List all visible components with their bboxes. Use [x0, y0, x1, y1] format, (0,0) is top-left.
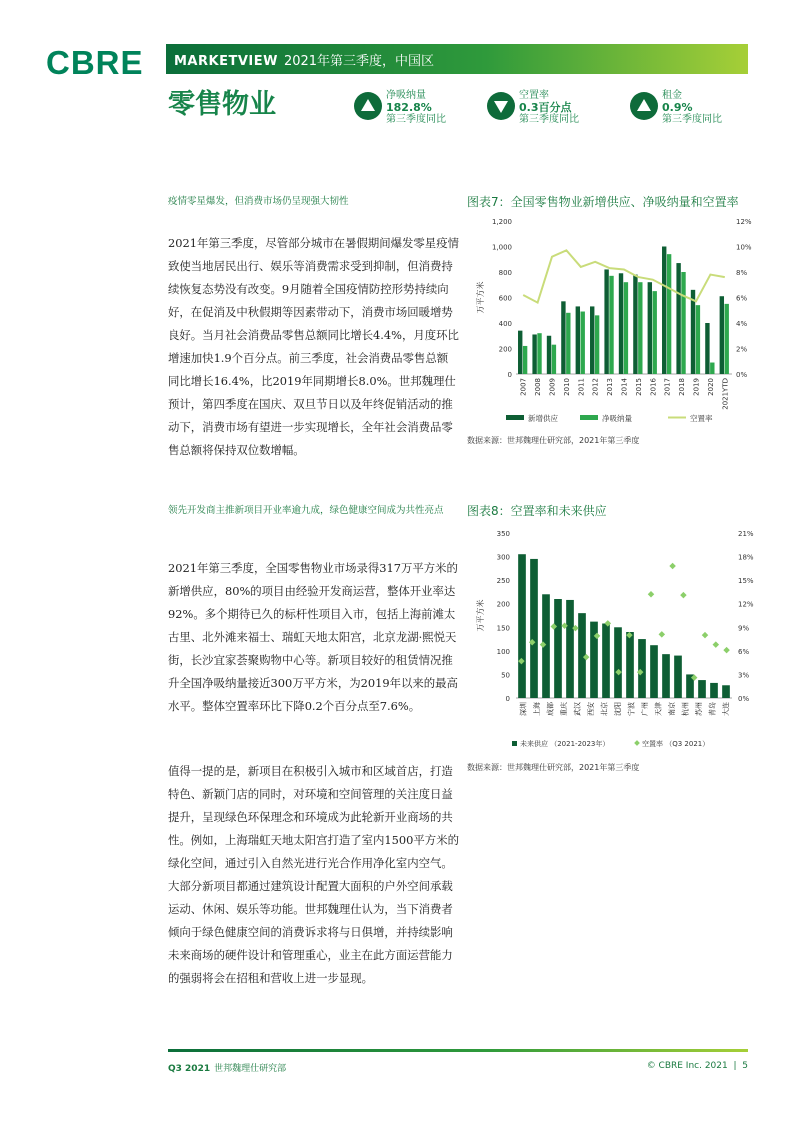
footer-separator: |: [733, 1061, 737, 1071]
x-tick-label: 2017: [663, 378, 672, 396]
y2-tick-label: 8%: [736, 269, 748, 277]
x-tick-label: 2018: [678, 378, 687, 396]
bar-future-supply: [602, 624, 610, 698]
y2-tick-label: 0%: [736, 371, 748, 379]
x-tick-label: 2008: [534, 378, 543, 396]
chart8-source: 数据来源：世邦魏理仕研究部，2021年第三季度: [467, 763, 640, 772]
legend-label: 空置率 （Q3 2021）: [642, 740, 710, 748]
footer-left: [168, 1061, 286, 1074]
bar-new-supply: [532, 334, 536, 374]
bar-future-supply: [650, 645, 658, 698]
y-tick-label: 1,200: [491, 218, 512, 226]
y2-tick-label: 2%: [736, 345, 748, 354]
bar-net-absorption: [552, 345, 556, 374]
y-axis-label: 万平方米: [476, 599, 485, 632]
legend-label: 净吸纳量: [602, 414, 632, 423]
bar-new-supply: [518, 331, 522, 374]
arrow-up-icon: [630, 92, 658, 120]
banner-text: [174, 50, 434, 69]
bar-future-supply: [530, 559, 538, 698]
x-tick-label: 苏州: [694, 702, 703, 716]
footer-copyright: © CBRE Inc. 2021: [646, 1061, 728, 1071]
y-tick-label: 400: [498, 320, 512, 328]
vacancy-point: [702, 632, 709, 639]
x-tick-label: 2014: [620, 378, 629, 396]
bar-new-supply: [547, 336, 551, 374]
bar-net-absorption: [537, 333, 541, 374]
x-tick-label: 杭州: [681, 702, 690, 716]
x-tick-label: 2012: [591, 378, 600, 396]
y2-tick-label: 12%: [736, 218, 752, 226]
kpi-value: 0.3百分点: [519, 101, 572, 114]
bar-net-absorption: [725, 304, 729, 374]
footer-bar: [168, 1049, 748, 1052]
bar-future-supply: [698, 680, 706, 698]
kpi-sub: 第三季度同比: [519, 114, 579, 125]
x-tick-label: 广州: [640, 702, 649, 716]
x-tick-label: 沈阳: [613, 702, 622, 716]
y-tick-label: 0: [505, 695, 510, 703]
bar-new-supply: [676, 263, 680, 374]
section-paragraph-2: 2021年第三季度，全国零售物业市场录得317万平方米的新增供应，80%的项目由经验开发商运营，整体开业率达92%。多个期待已久的标杆性项目入市，包括上海前滩太古里、北外滩来福士、瑞虹天地太阳宫，北京龙湖·熙悦天街，长沙宜家荟聚购物中心等。新项目较好的租赁情况推升全国净吸纳量接近300万平方米，为2019年以来的最高水平。整体空置率环比下降0.2个百分点至7.6%。: [168, 561, 458, 713]
bar-net-absorption: [638, 282, 642, 374]
bar-new-supply: [590, 306, 594, 374]
cbre-logo: CBRE: [46, 44, 144, 81]
y-axis-label: 万平方米: [476, 281, 485, 314]
bar-new-supply: [691, 290, 695, 374]
vacancy-point: [669, 563, 676, 570]
footer-dept: 世邦魏理仕研究部: [214, 1064, 287, 1074]
legend-swatch: [506, 415, 524, 420]
x-tick-label: 2016: [649, 378, 658, 396]
y-tick-label: 50: [501, 671, 510, 680]
vacancy-point: [723, 647, 730, 654]
bar-future-supply: [638, 639, 646, 698]
y-tick-label: 150: [496, 624, 510, 633]
y-tick-label: 100: [496, 647, 510, 656]
bar-new-supply: [648, 282, 652, 374]
bar-new-supply: [720, 296, 724, 374]
bar-new-supply: [604, 269, 608, 374]
y-tick-label: 250: [496, 577, 510, 586]
y2-tick-label: 0%: [738, 695, 750, 703]
section-paragraph-1: 2021年第三季度，尽管部分城市在暑假期间爆发零星疫情致使当地居民出行、娱乐等消费需求受到抑制，但消费持续恢复态势没有改变。9月随着全国疫情防控形势持续向好，在促消及中秋假期等因素带动下，消费市场回暖增势良好。当月社会消费品零售总额同比增长4.4%，月度环比增速加快1.9个百分点。前三季度，社会消费品零售总额同比增长16.4%，比2019年同期增长8.0%。世邦魏理仕预计，第四季度在国庆、双旦节日以及年终促销活动的推动下，消费市场有望进一步实现增长，全年社会消费品零售总额将保持双位数增幅。: [168, 236, 459, 457]
y2-tick-label: 9%: [738, 624, 750, 633]
section-heading-2: 领先开发商主推新项目开业率逾九成，绿色健康空间成为共性亮点: [168, 505, 444, 516]
vacancy-point: [713, 641, 720, 648]
x-tick-label: 2021YTD: [721, 378, 730, 410]
bar-new-supply: [561, 301, 565, 374]
bar-future-supply: [722, 685, 730, 698]
x-tick-label: 上海: [532, 702, 541, 716]
legend-swatch: [634, 740, 640, 746]
x-tick-label: 北京: [600, 702, 609, 716]
y2-tick-label: 3%: [738, 671, 750, 680]
kpi-label: 租金: [662, 90, 682, 101]
bar-future-supply: [710, 683, 718, 698]
legend-swatch: [512, 741, 517, 746]
bar-new-supply: [662, 247, 666, 375]
x-tick-label: 2007: [519, 378, 528, 396]
bar-future-supply: [554, 599, 562, 698]
bar-net-absorption: [710, 363, 714, 374]
y-tick-label: 200: [496, 600, 510, 609]
bar-net-absorption: [609, 276, 613, 374]
y-tick-label: 800: [498, 269, 512, 277]
y2-tick-label: 6%: [736, 294, 748, 303]
banner-bold: MARKETVIEW: [174, 54, 278, 69]
y-tick-label: 1,000: [491, 243, 512, 252]
bar-future-supply: [614, 627, 622, 698]
y-tick-label: 0: [507, 371, 512, 379]
kpi-label: 净吸纳量: [386, 90, 426, 101]
y-tick-label: 350: [496, 530, 510, 538]
x-tick-label: 2011: [577, 378, 586, 396]
bar-future-supply: [674, 656, 682, 698]
kpi-value: 0.9%: [662, 101, 693, 114]
bar-future-supply: [518, 554, 526, 698]
vacancy-point: [680, 592, 687, 599]
bar-net-absorption: [566, 313, 570, 374]
bar-net-absorption: [595, 315, 599, 374]
x-tick-label: 武汉: [573, 702, 582, 716]
x-tick-label: 2020: [706, 378, 715, 396]
x-tick-label: 2009: [548, 378, 557, 396]
footer-right: [605, 1061, 748, 1071]
chart8-title: 图表8：空置率和未来供应: [467, 504, 607, 518]
banner-period: 2021年第三季度，中国区: [283, 54, 435, 69]
y2-tick-label: 4%: [736, 320, 748, 328]
kpi-sub: 第三季度同比: [662, 114, 722, 125]
bar-new-supply: [705, 323, 709, 374]
chart7-supply-absorption-vacancy: [466, 212, 750, 432]
x-tick-label: 2019: [692, 378, 701, 396]
legend-label: 新增供应: [528, 414, 558, 423]
section-heading-1: 疫情零星爆发，但消费市场仍呈现强大韧性: [168, 196, 349, 207]
bar-net-absorption: [681, 272, 685, 374]
bar-new-supply: [576, 306, 580, 374]
page-number: 5: [742, 1061, 748, 1071]
y-tick-label: 200: [498, 345, 512, 354]
x-tick-label: 2010: [562, 378, 571, 396]
bar-net-absorption: [624, 282, 628, 374]
x-tick-label: 2015: [634, 378, 643, 396]
y-tick-label: 300: [496, 553, 510, 562]
bar-net-absorption: [696, 305, 700, 374]
x-tick-label: 重庆: [559, 702, 568, 716]
x-tick-label: 西安: [586, 702, 595, 716]
section-paragraph-3: 值得一提的是，新项目在积极引入城市和区域首店，打造特色、新颖门店的同时，对环境和空间管理的关注度日益提升，呈现绿色环保理念和环境成为此轮新开业商场的共性。例如，上海瑞虹天地太阳宫打造了室内1500平方米的绿化空间，通过引入自然光进行光合作用净化室内空气。大部分新项目都通过建筑设计配置大面积的户外空间承载运动、休闲、娱乐等功能。世邦魏理仕认为，当下消费者倾向于绿色健康空间的消费诉求将与日俱增，并持续影响未来商场的硬件设计和管理重心，业主在此方面运营能力的强弱将会在招租和营收上进一步显现。: [168, 764, 459, 985]
bar-net-absorption: [581, 312, 585, 374]
y2-tick-label: 10%: [736, 243, 752, 252]
arrow-down-icon: [487, 92, 515, 120]
bar-future-supply: [662, 654, 670, 698]
x-tick-label: 青岛: [708, 702, 717, 716]
y2-tick-label: 18%: [738, 553, 754, 562]
page-title: 零售物业: [168, 89, 276, 120]
legend-label: 空置率: [690, 414, 713, 423]
bar-net-absorption: [667, 254, 671, 374]
kpi-value: 182.8%: [386, 101, 432, 114]
footer-quarter: Q3 2021: [168, 1064, 211, 1074]
x-tick-label: 宁波: [627, 702, 636, 716]
x-tick-label: 大连: [721, 702, 730, 716]
bar-net-absorption: [523, 346, 527, 374]
y-tick-label: 600: [498, 294, 512, 303]
bar-net-absorption: [653, 291, 657, 374]
kpi-label: 空置率: [519, 90, 549, 101]
kpi-sub: 第三季度同比: [386, 114, 446, 125]
y2-tick-label: 21%: [738, 530, 754, 538]
x-tick-label: 深圳: [519, 702, 528, 716]
y2-tick-label: 6%: [738, 647, 750, 656]
chart7-source: 数据来源：世邦魏理仕研究部，2021年第三季度: [467, 436, 640, 445]
vacancy-point: [648, 591, 655, 598]
legend-label: 未来供应 （2021-2023年）: [520, 740, 610, 748]
x-tick-label: 2013: [606, 378, 615, 396]
chart8-vacancy-future-supply: [466, 524, 754, 756]
arrow-up-icon: [354, 92, 382, 120]
bar-future-supply: [566, 600, 574, 698]
bar-new-supply: [619, 273, 623, 374]
x-tick-label: 南京: [667, 702, 676, 716]
y2-tick-label: 15%: [738, 577, 754, 586]
legend-swatch: [580, 415, 598, 420]
x-tick-label: 成都: [546, 702, 555, 716]
vacancy-point: [659, 631, 666, 638]
chart7-title: 图表7：全国零售物业新增供应、净吸纳量和空置率: [467, 195, 739, 209]
bar-future-supply: [626, 632, 634, 698]
y2-tick-label: 12%: [738, 600, 754, 609]
x-tick-label: 天津: [654, 702, 663, 716]
bar-new-supply: [633, 275, 637, 374]
